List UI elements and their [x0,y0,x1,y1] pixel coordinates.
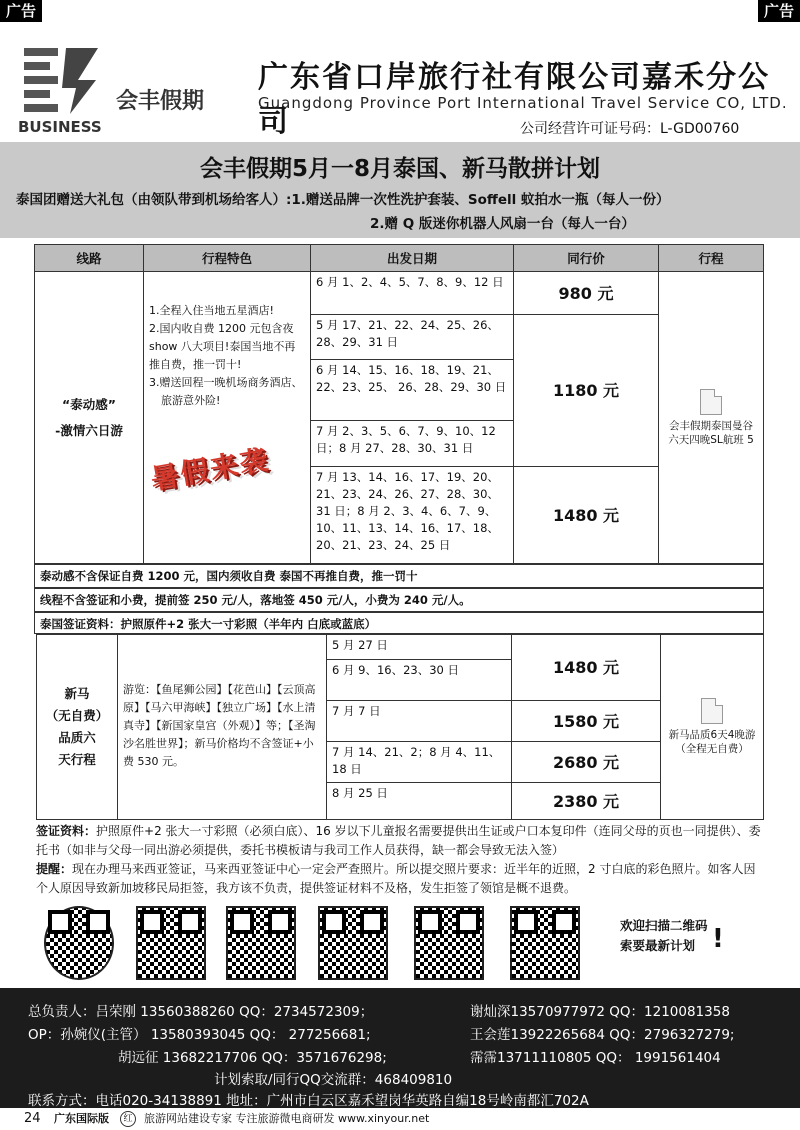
document-icon [700,389,722,415]
contact-row-2b: 王会莲13922265684 QQ：2796327279; [470,1027,735,1043]
brand-en: BUSINESS [18,118,102,136]
itinerary-thailand-label: 会丰假期泰国曼谷六天四晚SL航班 5 [668,419,754,446]
qr-code-icon[interactable] [318,906,388,980]
edition-name: 广东国际版 [54,1112,109,1125]
footer-slogan: 旅游网站建设专家 专注旅游微电商研发 www.xinyour.net [144,1112,430,1125]
note-visa-fees: 线程不含签证和小费，提前签 250 元/人，落地签 450 元/人，小费为 240 元/人。 [34,588,764,612]
visa-docs-text: 护照原件+2 张大一寸彩照（必须白底）、16 岁以下儿童报名需要提供出生证或户口本复印件（连同父母的页也一同提供）、委托书（如非与父母一同出游必须提供，委托书模板请与我司工作人员获得，缺一都会导致无法入签） [36,824,761,857]
contact-row-3b: 霈霈13711110805 QQ： 1991561404 [470,1050,721,1066]
header-features: 行程特色 [143,244,311,272]
date-cell: 8 月 25 日 [326,782,512,820]
date-cell: 7 月 7 日 [326,700,512,742]
route-xinma [36,634,118,820]
qr-code-icon[interactable] [44,906,114,980]
itinerary-xinma-label: 新马品质6天4晚游（全程无自费） [668,729,756,755]
itinerary-xinma[interactable] [660,634,764,820]
price-cell: 1580 元 [511,700,661,742]
summer-stamp: 暑假来袭 [148,442,273,497]
scan-line-1: 欢迎扫描二维码 [620,918,708,933]
price-cell: 2380 元 [511,782,661,820]
features-thailand [143,271,311,564]
qr-code-icon[interactable] [226,906,296,980]
exclamation-mark: ! [712,924,724,954]
qr-code-icon[interactable] [510,906,580,980]
brand-cn: 会丰假期 [116,89,205,114]
qr-code-icon[interactable] [414,906,484,980]
visa-reminder-label: 提醒： [36,862,73,876]
route-thailand-name: “泰动感” [62,396,116,412]
scan-line-2: 索要最新计划 [620,938,696,953]
feature-item: 1.全程入住当地五星酒店! [149,304,274,317]
visa-reminder [36,860,764,898]
date-cell: 7 月 13、14、16、17、19、20、21、23、24、26、27、28、30、31 日；8 月 2、3、4、6、7、9、10、11、13、14、16、17、18、20、21、23、24、25 日 [310,466,514,564]
header-itinerary: 行程 [658,244,764,272]
banner-title: 会丰假期5月一8月泰国、新马散拼计划 [199,156,600,182]
gift-line-2: 2.赠 Q 版迷你机器人风扇一台（每人一台） [370,216,635,232]
date-cell: 6 月 14、15、16、18、19、21、22、23、25、 26、28、29、30 日 [310,359,514,421]
contact-panel [0,988,800,1108]
page-number: 24 [24,1111,41,1126]
scan-prompt [620,916,708,956]
price-cell: 1180 元 [513,314,659,467]
route-thailand [34,271,144,564]
route-xinma-line: 新马 [64,686,90,701]
contact-row-3a: 胡远征 13682217706 QQ：3571676298; [118,1050,387,1066]
price-cell: 1480 元 [513,466,659,564]
header-price: 同行价 [513,244,659,272]
note-visa-docs: 泰国签证资料：护照原件+2 张大一寸彩照（半年内 白底或蓝底） [34,612,764,634]
date-cell: 7 月 14、21、2；8 月 4、11、18 日 [326,741,512,783]
header-dates: 出发日期 [310,244,514,272]
gift-line-1: 泰国团赠送大礼包（由领队带到机场给客人）:1.赠送品牌一次性洗护套装、Soffell 蚊拍水一瓶（每人一份） [16,192,670,208]
date-cell: 6 月 9、16、23、30 日 [326,659,512,701]
qr-code-icon[interactable] [136,906,206,980]
feature-item: 3.赠送回程一晚机场商务酒店、旅游意外险! [149,376,303,407]
price-cell: 1480 元 [511,634,661,701]
visa-docs [36,822,764,860]
contact-qq-group: 计划索取/同行QQ交流群：468409810 [214,1072,453,1088]
title-banner [0,142,800,238]
license-number: 公司经营许可证号码：L-GD00760 [520,121,740,137]
visa-info [36,822,764,898]
contact-row-2a: OP：孙婉仪(主管） 13580393045 QQ： 277256681; [28,1027,371,1043]
route-xinma-line: 品质六 [58,730,96,745]
date-cell: 5 月 27 日 [326,634,512,660]
feature-item: 2.国内收自费 1200 元包含夜show 八大项目!泰国当地不再推自费，推一罚十! [149,322,296,371]
visa-reminder-text: 现在办理马来西亚签证，马来西亚签证中心一定会严查照片。所以提交照片要求：近半年的近照，2 寸白底的彩色照片。如客人因个人原因导致新加坡移民局拒签，我方该不负责，提供签证材料不及格，发生拒签了领馆是概不退费。 [36,862,756,895]
features-xinma: 游览：【鱼尾狮公园】【花芭山】【云顶高原】【马六甲海峡】【独立广场】【水上清真寺】【新国家皇宫（外观）】等；【圣淘沙名胜世界】；新马价格均不含签证+小费 530 元。 [117,634,327,820]
contact-row-1b: 谢灿深13570977972 QQ：1210081358 [470,1004,730,1020]
company-name-cn: 广东省口岸旅行社有限公司嘉禾分公司 [258,60,770,139]
company-name-en: Guangdong Province Port International Travel Service CO, LTD. [258,94,788,112]
date-cell: 5 月 17、21、22、24、25、26、28、29、31 日 [310,314,514,360]
date-cell: 7 月 2、3、5、6、7、9、10、12 日；8 月 27、28、30、31 日 [310,420,514,467]
route-thailand-sub: -激情六日游 [55,422,123,438]
price-cell: 980 元 [513,271,659,315]
route-xinma-line: 天行程 [58,752,96,767]
contact-row-1a: 总负责人：吕荣刚 13560388260 QQ：2734572309； [28,1004,374,1020]
company-logo-icon [16,44,116,136]
route-xinma-line: （无自费） [45,708,109,723]
document-icon [701,698,723,724]
header-route: 线路 [34,244,144,272]
ad-tag-right: 广告 [758,0,800,22]
qr-code-row [40,906,760,982]
note-self-pay: 泰动感不含保证自费 1200 元，国内须收自费 泰国不再推自费，推一罚十 [34,564,764,588]
header [0,22,800,140]
itinerary-thailand[interactable] [658,271,764,564]
footer [0,1108,800,1130]
price-cell: 2680 元 [511,741,661,783]
visa-docs-label: 签证资料： [36,824,97,838]
date-cell: 6 月 1、2、4、5、7、8、9、12 日 [310,271,514,315]
publisher-logo-icon: 红 [120,1111,136,1127]
contact-address: 联系方式：电话020-34138891 地址：广州市白云区嘉禾望岗华英路自编18号岭南都汇702A [28,1093,589,1109]
ad-tag-left: 广告 [0,0,42,22]
